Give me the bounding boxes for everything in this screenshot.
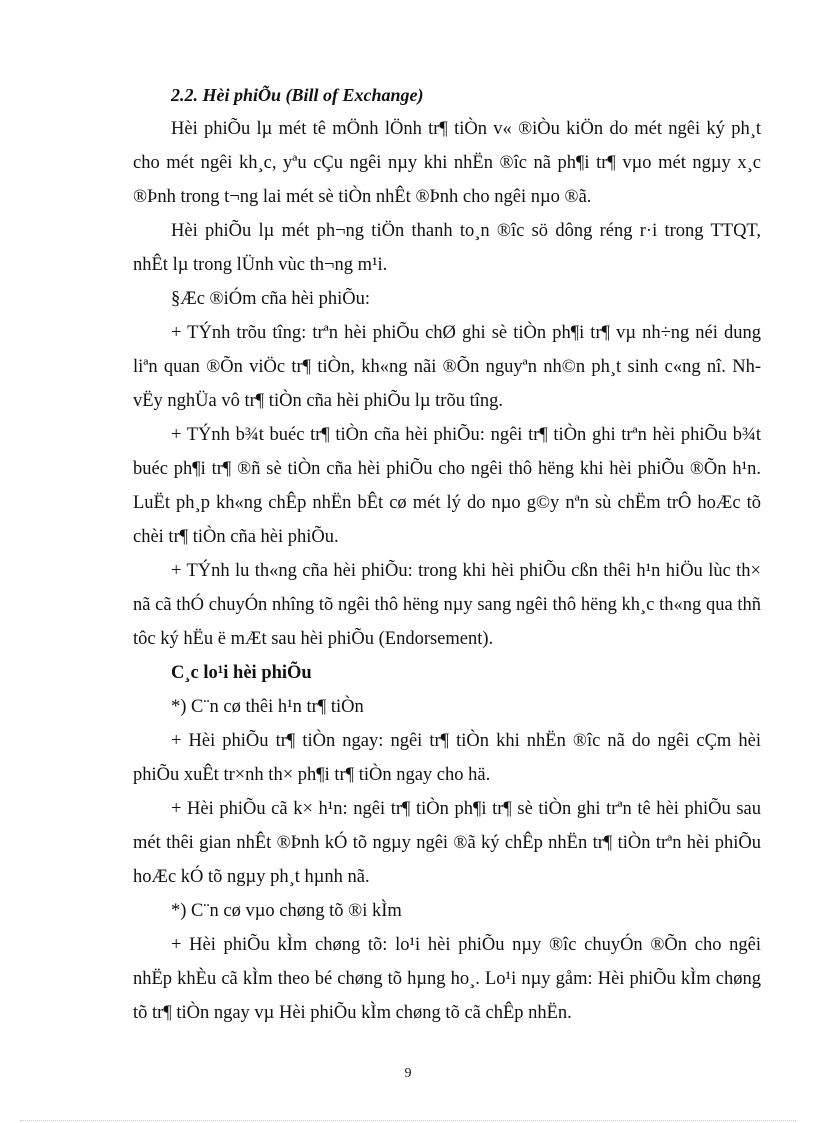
paragraph-mandatory-payment: + TÝnh b¾t buéc tr¶ tiÒn cña hèi phiÕu: ngêi tr¶ tiÒn ghi trªn hèi phiÕu b¾t buéc ph¶i tr¶ ®ñ sè tiÒn cña hèi phiÕu cho ngêi thô hëng khi hèi phiÕu ®Õn h¹n. LuËt ph¸p kh«ng chÊp nhËn bÊt cø mét lý do nµo g©y nªn sù chËm trÔ hoÆc tõ chèi tr¶ tiÒn cña hèi phiÕu.	[133, 425, 761, 547]
section-heading: 2.2. Hèi phiÕu (Bill of Exchange)	[171, 85, 424, 105]
paragraph-definition: Hèi phiÕu lµ mét tê mÖnh lÖnh tr¶ tiÒn v« ®iÒu kiÖn do mét ngêi ký ph¸t cho mét ngêi kh¸c, yªu cÇu ngêi nµy khi nhËn ®îc nã ph¶i tr¶ vµo mét ngµy x¸c ®Þnh trong t¬ng lai mét sè tiÒn nhÊt ®Þnh cho ngêi nµo ®ã.	[133, 119, 761, 207]
paragraph-by-term: *) C¨n cø thêi h¹n tr¶ tiÒn	[171, 697, 364, 717]
paragraph-abstract-nature: + TÝnh trõu tîng: trªn hèi phiÕu chØ ghi sè tiÒn ph¶i tr¶ vµ nh÷ng néi dung liªn quan ®Õn viÖc tr¶ tiÒn, kh«ng nãi ®Õn nguyªn nh©n ph¸t sinh c«ng nî. Nh vËy nghÜa vô tr¶ tiÒn cña hèi phiÕu lµ trõu tîng.	[133, 323, 761, 411]
paragraph-negotiability: + TÝnh lu th«ng cña hèi phiÕu: trong khi hèi phiÕu cßn thêi h¹n hiÖu lùc th× nã cã thÓ chuyÓn nhîng tõ ngêi thô hëng nµy sang ngêi thô hëng kh¸c th«ng qua thñ tôc ký hËu ë mÆt sau hèi phiÕu (Endorsement).	[133, 561, 761, 649]
paragraph-characteristics-title: §Æc ®iÓm cña hèi phiÕu:	[171, 289, 371, 309]
paragraph-usage: Hèi phiÕu lµ mét ph¬ng tiÖn thanh to¸n ®îc sö dông réng r·i trong TTQT, nhÊt lµ trong lÜnh vùc th¬ng m¹i.	[133, 221, 761, 275]
paragraph-documentary-bill: + Hèi phiÕu kÌm chøng tõ: lo¹i hèi phiÕu nµy ®îc chuyÓn ®Õn cho ngêi nhËp khÈu cã kÌm theo bé chøng tõ hµng ho¸. Lo¹i nµy gåm: Hèi phiÕu kÌm chøng tõ tr¶ tiÒn ngay vµ Hèi phiÕu kÌm chøng tõ cã chÊp nhËn.	[133, 935, 761, 1023]
paragraph-time-bill: + Hèi phiÕu cã k× h¹n: ngêi tr¶ tiÒn ph¶i tr¶ sè tiÒn ghi trªn tê hèi phiÕu sau mét thêi gian nhÊt ®Þnh kÓ tõ ngµy ngêi ®ã ký chÊp nhËn tr¶ tiÒn trªn hèi phiÕu hoÆc kÓ tõ ngµy ph¸t hµnh nã.	[133, 799, 761, 887]
page-number: 9	[404, 1066, 412, 1081]
page-content	[133, 78, 761, 1030]
footer-divider	[20, 1120, 796, 1121]
paragraph-types-title: C¸c lo¹i hèi phiÕu	[171, 663, 312, 683]
paragraph-by-documents: *) C¨n cø vµo chøng tõ ®i kÌm	[171, 901, 402, 921]
paragraph-sight-bill: + Hèi phiÕu tr¶ tiÒn ngay: ngêi tr¶ tiÒn khi nhËn ®îc nã do ngêi cÇm hèi phiÕu xuÊt tr×nh th× ph¶i tr¶ tiÒn ngay cho hä.	[133, 731, 761, 785]
